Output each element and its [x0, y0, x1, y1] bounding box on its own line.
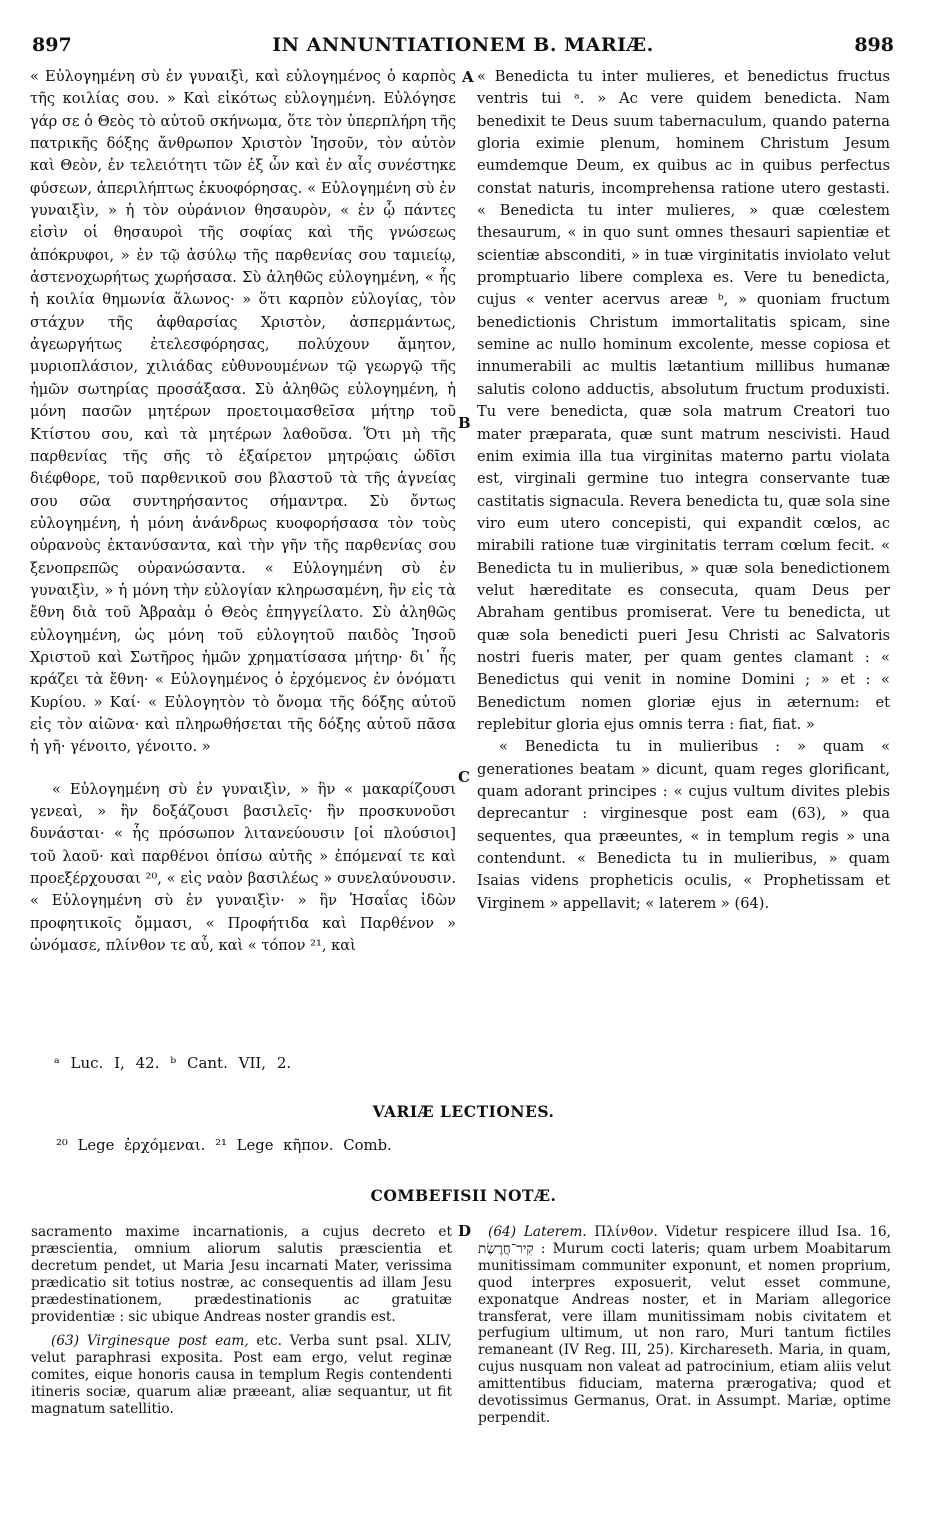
- running-title: IN ANNUNTIATIONEM B. MARIÆ.: [272, 34, 654, 56]
- note-64: [478, 1224, 891, 1427]
- page-number-left: 897: [32, 34, 72, 56]
- latin-paragraph: « Benedicta tu inter mulieres, et benedictus fructus ventris tui ᵃ. » Ac vere quidem benedicta. Nam benedixit te Deus suum tabernaculum, quando paterna gloria eximie plenum, hominem Christum Jesum eumdemque Deum, ex quibus ac in quibus perfectus constat naturis, incomprehensa ratione utero gestasti. « Benedicta tu inter mulieres, » quæ cœlestem thesaurum, « in quo sunt omnes thesauri sapientiæ et scientiæ absconditi, » in tuæ virginitatis inviolato velut promptuario libere complexa es. Vere tu benedicta, cujus « venter acervus areæ ᵇ, » quoniam fructum benedictionis Christum immortalitatis spicam, sine semine ac nullo hominum excolente, messe copiosa et innumerabili ac multis lætantium millibus humanæ salutis colono adductis, absolutum fructum produxisti. Tu vere benedicta, quæ sola matrum Creatori tuo mater præparata, quæ sunt matrum nescivisti. Haud enim eximia illa tua virginitas materno partu violata est, virginali germine tuo integra conservante tuæ castitatis signacula. Revera benedicta tu, quæ sola sine viro eum utero concepisti, qui expandit cœlos, ac mirabili ratione tuæ virginitatis terram cœlum fecit. « Benedicta tu in mulieribus, » quæ sola benedictionem velut hæreditate es consecuta, quam Deus per Abraham gentibus promiserat. Vere tu benedicta, ut quæ sola benedicti pueri Jesu Christi ac Salvatoris nostri fueris mater, per quam gentes clamant : « Benedictus qui venit in nomine Domini ; » et : « Benedictum nomen gloriæ ejus in æternum: et replebitur gloria ejus omnis terra : fiat, fiat. »: [477, 68, 890, 733]
- section-marker-d: D: [458, 1222, 472, 1240]
- section-marker-b: B: [458, 414, 471, 432]
- notes-right-column: [478, 1224, 891, 1427]
- note-63-label: (63) Virginesque post eam,: [51, 1333, 249, 1350]
- note-64-label: (64) Laterem.: [488, 1224, 587, 1240]
- note-64-text: Πλίνθον. Videtur respicere illud Isa. 16, קִיר־חֲרֶשֶׂת : Murum cocti lateris; quam urbem Moabitarum munitissimam communiter exponunt, et nomen proprium, quod interpres exposuerit, velut esset commune, exponatque Andreas noster, et in Mariam allegorice transferat, vere illam munitissimam nobis civitatem et perfugium ultimum, ut non raro, Muri tantum fictiles remaneant (IV Reg. III, 25). Kirchareseth. Maria, in quam, cujus nusquam non valeat ad patrocinium, etiam aliis velut amittentibus fiduciam, materna prærogativa; quod et devotissimus Germanus, Orat. in Assumpt. Mariæ, optime perpendit.: [478, 1224, 891, 1426]
- variae-lectiones-title: VARIÆ LECTIONES.: [372, 1102, 555, 1121]
- note-paragraph: sacramento maxime incarnationis, a cujus decreto et præscientia, omnium aliorum salutis præscientia et decretum pendet, ut Maria Jesu incarnati Mater, verissima prædicatio sit totius nostræ, ac consequentis ad illam Jesu prædestinationem, prædestinationis ac gratuitæ providentiæ : sic ubique Andreas noster grandis est.: [31, 1224, 452, 1325]
- page-number-right: 898: [854, 34, 894, 56]
- section-marker-a: A: [462, 68, 474, 86]
- latin-column: [477, 66, 890, 915]
- combefisii-notae-title: COMBEFISII NOTÆ.: [370, 1186, 557, 1205]
- greek-paragraph: « Εὐλογημένη σὺ ἐν γυναιξὶ, καὶ εὐλογημένος ὁ καρπὸς τῆς κοιλίας σου. » Καὶ εἰκότως εὐλογημένη. Εὐλόγησε γάρ σε ὁ Θεὸς τὸ αὐτοῦ σκήνωμα, ὅτε τὸν ὑπερπλήρη τῆς πατρικῆς δόξης ἄνθρωπον Χριστὸν Ἰησοῦν, τὸν αὐτὸν καὶ Θεὸν, ἐν τελειότητι τῶν ἐξ ὧν καὶ ἐν αἷς συνέστηκε φύσεων, ἀπεριλήπτως ἐκυοφόρησας. « Εὐλογημένη σὺ ἐν γυναιξὶν, » ἡ τὸν οὐράνιον θησαυρὸν, « ἐν ᾧ πάντες εἰσὶν οἱ θησαυροὶ τῆς σοφίας καὶ τῆς γνώσεως ἀπόκρυφοι, » ἐν τῷ ἀσύλῳ τῆς παρθενίας σου ταμιείῳ, ἀστενοχωρήτως χωρήσασα. Σὺ ἀληθῶς εὐλογημένη, « ἧς ἡ κοιλία θημωνία ἅλωνος· » ὅτι καρπὸν εὐλογίας, τὸν στάχυν τῆς ἀφθαρσίας Χριστὸν, ἀσπερμάντως, ἀγεωργήτως ἐτελεσφόρησας, πολύχουν ἄμητον, μυριοπλάσιον, χιλιάδας εὐθυνουμένων τῷ γεωργῷ τῆς ἡμῶν σωτηρίας προσάξασα. Σὺ ἀληθῶς εὐλογημένη, ἡ μόνη πασῶν μητέρων προετοιμασθεῖσα μήτηρ τοῦ Κτίστου σου, καὶ τὰ μητέρων λαθοῦσα. Ὅτι μὴ τῆς παρθενίας τῆς σῆς τὸ ἐξαίρετον μητρῴαις ὠδῖσι διέφθορε, τοῦ παρθενικοῦ σου βλαστοῦ τὰ τῆς ἁγνείας σου σῶα συντηρήσαντος σήμαντρα. Σὺ ὄντως εὐλογημένη, ἡ μόνη ἀνάνδρως κυοφορήσασα τὸν τοὺς οὐρανοὺς ἐκτανύσαντα, καὶ τὴν γῆν τῆς παρθενίας σου ξενοπρεπῶς οὐρανώσαντα. « Εὐλογημένη σὺ ἐν γυναιξὶν, » ἡ μόνη τὴν εὐλογίαν κληρωσαμένη, ἣν εἰς τὰ ἔθνη διὰ τοῦ Ἀβραὰμ ὁ Θεὸς ἐπηγγείλατο. Σὺ ἀληθῶς εὐλογημένη, ὡς μόνη τοῦ εὐλογητοῦ παιδὸς Ἰησοῦ Χριστοῦ καὶ Σωτῆρος ἡμῶν χρηματίσασα μήτηρ· δι᾽ ἧς κράζει τὰ ἔθνη· « Εὐλογημένος ὁ ἐρχόμενος ἐν ὀνόματι Κυρίου. » Καί· « Εὐλογητὸν τὸ ὄνομα τῆς δόξης αὐτοῦ εἰς τὸν αἰῶνα· καὶ πληρωθήσεται τῆς δόξης αὐτοῦ πᾶσα ἡ γῆ· γένοιτο, γένοιτο. »: [30, 68, 456, 756]
- notes-left-column: [31, 1224, 452, 1418]
- greek-column: [30, 66, 456, 957]
- variae-lectiones: ²⁰ Lege ἐρχόμεναι. ²¹ Lege κῆπον. Comb.: [56, 1137, 392, 1154]
- note-63-text: etc. Verba sunt psal. XLIV, velut paraphrasi exposita. Post eam ergo, velut reginæ comites, eique honoris causa in templum Regis contendenti itineris sociæ, quarum aliæ præeant, aliæ sequantur, ut fit magnatum satellitio.: [31, 1333, 452, 1418]
- latin-paragraph: « Benedicta tu in mulieribus : » quam « generationes beatam » dicunt, quam reges glorificant, quam adorant principes : « cujus vultum divites plebis deprecantur : virginesque post eam (63), » qua sequentes, qua præeuntes, « in templum regis » una contendunt. « Benedicta tu in mulieribus, » quam Isaias videns propheticis oculis, « Prophetissam et Virginem » appellavit; « laterem » (64).: [477, 738, 890, 912]
- page-header: [32, 34, 894, 60]
- scripture-footnotes: ᵃ Luc. I, 42. ᵇ Cant. VII, 2.: [54, 1054, 292, 1072]
- section-marker-c: C: [458, 768, 470, 786]
- note-63: [31, 1333, 452, 1418]
- greek-paragraph: « Εὐλογημένη σὺ ἐν γυναιξὶν, » ἣν « μακαρίζουσι γενεαὶ, » ἣν δοξάζουσι βασιλεῖς· ἣν προσκυνοῦσι δυνάσται· « ἧς πρόσωπον λιτανεύουσιν [οἱ πλούσιοι] τοῦ λαοῦ· καὶ παρθένοι ὀπίσω αὐτῆς » ἐπόμεναί τε καὶ προεξέρχουσαι ²⁰, « εἰς ναὸν βασιλέως » συνελαύνουσιν. « Εὐλογημένη σὺ ἐν γυναιξὶν· » ἣν Ἡσαΐας ἰδὼν προφητικοῖς ὄμμασι, « Προφήτιδα καὶ Παρθένον » ὠνόμασε, πλίνθον τε αὖ, καὶ « τόπον ²¹, καὶ: [30, 780, 456, 955]
